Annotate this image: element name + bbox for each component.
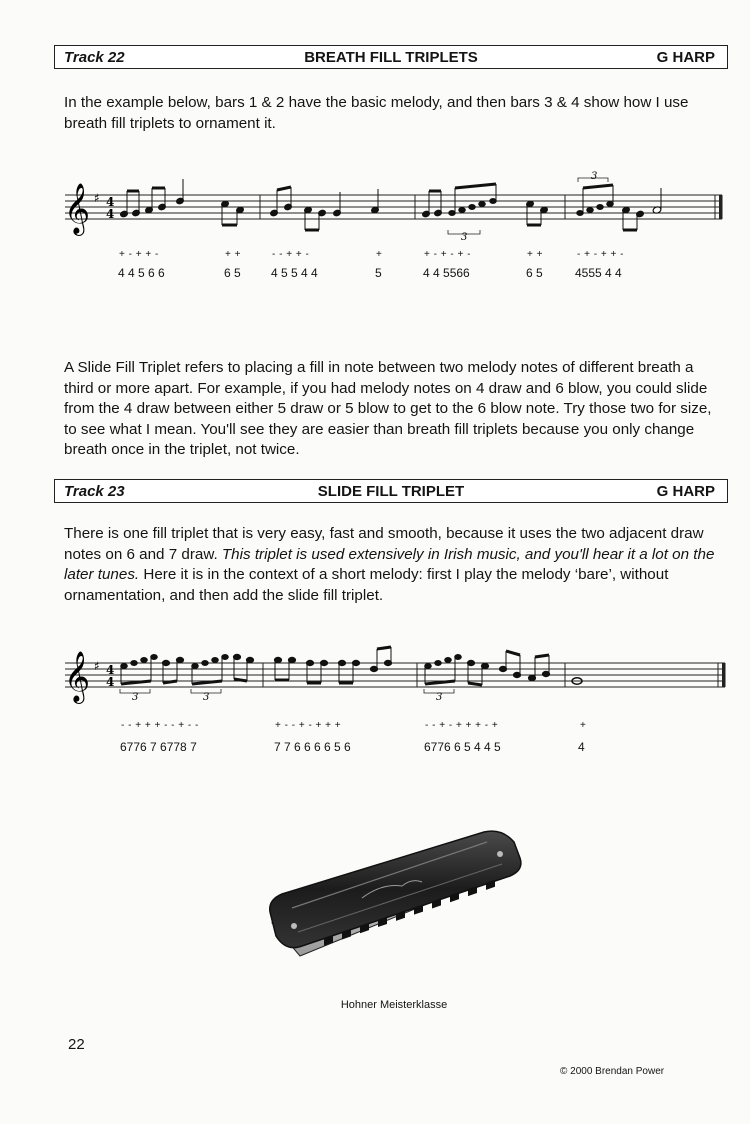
hole-numbers: 4555 4 4 [575, 266, 622, 280]
hole-numbers: 6776 6 5 4 4 5 [424, 740, 501, 754]
svg-text:♯: ♯ [94, 659, 100, 673]
breath-marks: - - + + + - - + - - [121, 720, 199, 731]
hole-numbers: 6 5 [526, 266, 543, 280]
copyright: © 2000 Brendan Power [560, 1066, 665, 1077]
breath-marks: + [376, 249, 383, 260]
hole-numbers: 4 4 5566 [423, 266, 470, 280]
svg-text:4: 4 [106, 663, 115, 677]
treble-clef-icon: 𝄞 [64, 651, 91, 702]
tuplet-label: 3 [132, 692, 139, 703]
tuplet-label: 3 [436, 692, 443, 703]
hole-numbers: 4 4 5 6 6 [118, 266, 165, 280]
track-label: Track 23 [64, 483, 125, 500]
tuplet-label: 3 [461, 232, 468, 243]
track-label: Track 22 [64, 49, 125, 66]
hole-numbers: 6 5 [224, 266, 241, 280]
breath-fill-intro: In the example below, bars 1 & 2 have the basic melody, and then bars 3 & 4 show how I use breath fill triplets to ornament it. [64, 94, 689, 132]
breath-marks: + [580, 720, 587, 731]
breath-marks: + - + + - [119, 249, 159, 260]
breath-marks: - - + + - [272, 249, 310, 260]
svg-text:♯: ♯ [94, 191, 100, 205]
section-title: SLIDE FILL TRIPLET [317, 483, 465, 500]
harp-key: G HARP [656, 49, 715, 66]
section-title: BREATH FILL TRIPLETS [304, 49, 478, 66]
treble-clef-icon: 𝄞 [64, 183, 91, 234]
breath-marks: - + - + + - [577, 249, 624, 260]
harp-key: G HARP [656, 483, 715, 500]
hole-numbers: 6776 7 6778 7 [120, 740, 197, 754]
breath-marks: + - + - + - [424, 249, 471, 260]
tuplet-label: 3 [591, 171, 598, 182]
track-22-header [54, 45, 728, 69]
harmonica-image [262, 828, 532, 988]
hole-numbers: 4 [578, 740, 585, 754]
image-caption: Hohner Meisterklasse [340, 999, 448, 1011]
svg-text:4: 4 [106, 195, 115, 209]
hole-numbers: 7 7 6 6 6 6 5 6 [274, 740, 351, 754]
hole-numbers: 5 [375, 266, 382, 280]
page-number: 22 [68, 1036, 85, 1053]
track-23-header [54, 479, 728, 503]
hole-numbers: 4 5 5 4 4 [271, 266, 318, 280]
slide-fill-intro: There is one fill triplet that is very easy, fast and smooth, because it uses the two adjacent draw notes on 6 and 7 draw. This triplet is used extensively in Irish music, and you'll hear it a lot on the later tunes. Here it is in the context of a short melody: first I play the melody ‘bare’, without ornamentation, and then add the slide fill triplet. [64, 525, 715, 604]
italic-note: This triplet is used extensively in Irish music, and you'll hear it a lot on the later tunes. [64, 545, 715, 583]
breath-marks: + - - + - + + + [275, 720, 342, 731]
svg-text:4: 4 [106, 207, 115, 221]
tuplet-label: 3 [203, 692, 210, 703]
svg-text:4: 4 [106, 675, 115, 689]
slide-fill-staff [60, 643, 730, 721]
slide-fill-paragraph: A Slide Fill Triplet refers to placing a fill in note between two melody notes of different breath a third or more apart. For example, if you had melody notes on 4 draw and 6 blow, you could slide from the 4 draw between either 5 draw or 5 blow to get to the 6 blow note. Try those two for size, to see what I mean. You'll see they are easier than breath fill triplets because you only change breath once in the triplet, not twice. [64, 359, 712, 458]
breath-fill-staff [60, 170, 730, 248]
breath-marks: + + [225, 249, 241, 260]
breath-marks: - - + - + + + - + [425, 720, 499, 731]
breath-marks: + + [527, 249, 543, 260]
